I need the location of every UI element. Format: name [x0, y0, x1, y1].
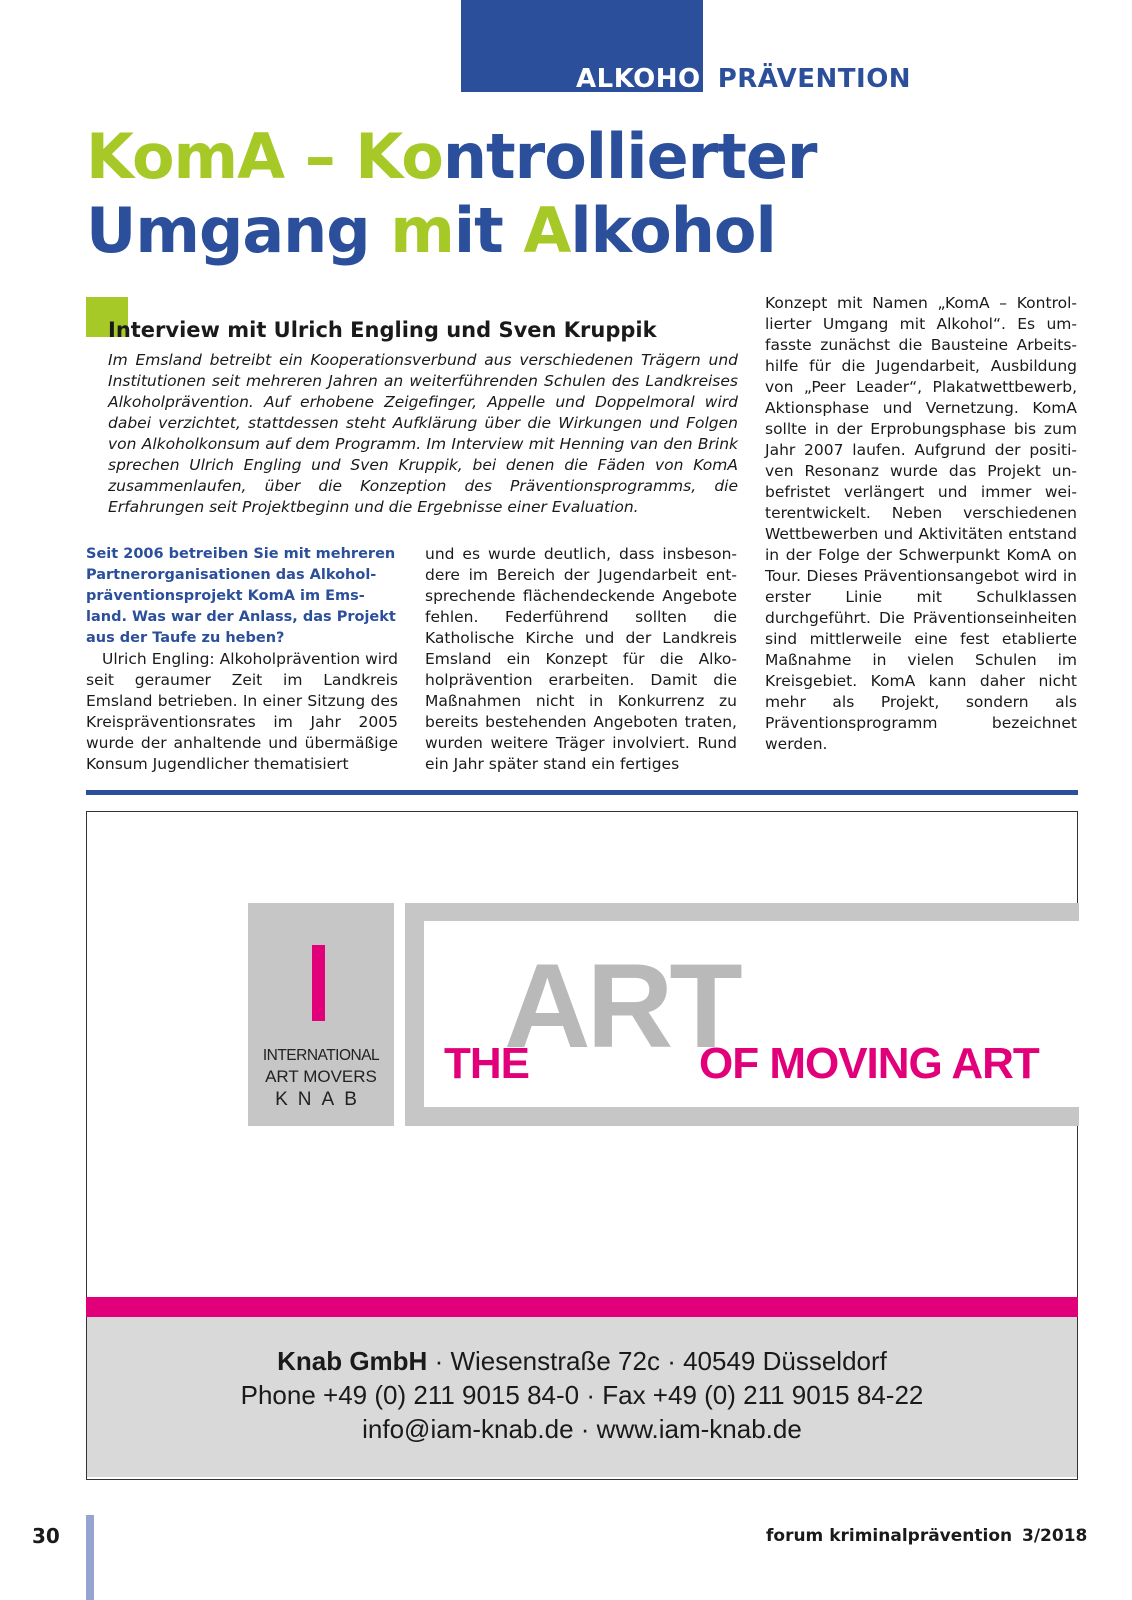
interview-heading: Interview mit Ulrich Engling und Sven Kruppik [108, 318, 657, 342]
company-name: Knab GmbH [277, 1346, 428, 1376]
contact-phone-fax: Phone +49 (0) 211 9015 84-0 · Fax +49 (0) 211 9015 84-22 [240, 1380, 924, 1410]
text-column-1 [86, 544, 398, 775]
divider-rule [86, 790, 1078, 795]
interview-question: Seit 2006 betreiben Sie mit mehreren Partnerorganisationen das Alkoholpräventionsprojekt KomA im Emsland. Was war der Anlass, das Projekt aus der Taufe zu heben? [86, 546, 396, 646]
contact-web: info@iam-knab.de · www.iam-knab.de [362, 1414, 802, 1444]
answer-text: Konzept mit Namen „KomA – Kontrollierter Umgang mit Alkohol“. Es umfasste zunächst die Bausteine Arbeitshilfe für die Jugendarbeit, Ausbildung von „Peer Leader“, Plakatwettbewerb, Aktionsphase und Vernetzung. KomA sollte in der Erprobungsphase bis zum Jahr 2007 laufen. Aufgrund der positiven Resonanz wurde das Projekt unbefristet verlängert und immer weiterentwickelt. Neben verschiedenen Wettbewerben und Aktivitäten entstand in der Folge der Schwerpunkt KomA on Tour. Dieses Präventionsangebot wird in erster Linie mit Schulklassen durchgeführt. Die Präventionseinheiten sind mittlerweile eine fest etablierte Maßnahme in vielen Schulen im Kreisgebiet. KomA kann daher nicht mehr als Projekt, sondern als Präventionsprogramm bezeichnet werden. [765, 294, 1077, 753]
ad-accent-bar [86, 1297, 1078, 1317]
slogan-of-moving-art: OF MOVING ART [699, 1039, 1039, 1088]
contact-address: Knab GmbH · Wiesenstraße 72c · 40549 Düsseldorf [277, 1346, 887, 1376]
lead-paragraph: Im Emsland betreibt ein Kooperationsverbund aus verschiedenen Trägern und Institutionen seit mehreren Jahren an weiterführenden Schulen des Landkreises Alkoholprävention. Auf erhobene Zeigefinger, Appelle und Doppelmoral wird dabei verzichtet, stattdessen steht Aufklärung über die Wirkungen und Folgen von Alkoholkonsum auf dem Programm. Im Interview mit Henning van den Brink sprechen Ulrich Engling und Sven Kruppik, bei denen die Fäden von KomA zusammenlaufen, über die Konzeption des Präventionsprogramms, die Erfahrungen seit Projektbeginn und die Ergebnisse einer Evaluation. [108, 351, 738, 516]
logo-text-line1: INTERNATIONAL [262, 1047, 380, 1064]
answer-text: und es wurde deutlich, dass insbesondere im Bereich der Jugendarbeit entsprechende flächendeckende Angebote fehlen. Federführend sollten die Katholische Kirche und der Landkreis Emsland ein Konzept für die Alkoholprävention erarbeiten. Damit die Maßnahmen nicht in Konkurrenz zu bereits bestehenden Angeboten traten, wurden weitere Träger involviert. Rund ein Jahr später stand ein fertiges [425, 545, 737, 773]
logo-i-mark [312, 945, 325, 1021]
journal-name: forum kriminalprävention [766, 1526, 1013, 1546]
footer-bar [86, 1515, 94, 1600]
logo-text-line2: ART MOVERS [265, 1067, 377, 1086]
text-column-2 [425, 544, 737, 775]
logo-text-line3: KNAB [275, 1089, 367, 1110]
article-title: KomA – Kontrollierter Umgang mit Alkohol [86, 120, 817, 267]
issue-number: 3/2018 [1022, 1526, 1088, 1546]
section-label: ALKOHOLPRÄVENTION [576, 64, 912, 94]
slogan-the: THE [444, 1039, 529, 1088]
slogan-art-large: ART [504, 939, 739, 1073]
text-column-3 [765, 293, 1077, 755]
page-number: 30 [32, 1524, 60, 1548]
answer-text: Ulrich Engling: Alkoholprävention wird seit geraumer Zeit im Landkreis Emsland betrieben. In einer Sitzung des Kreispräventionsrates im Jahr 2005 wurde der anhaltende und übermäßige Konsum Jugendlicher thematisiert [86, 650, 398, 773]
